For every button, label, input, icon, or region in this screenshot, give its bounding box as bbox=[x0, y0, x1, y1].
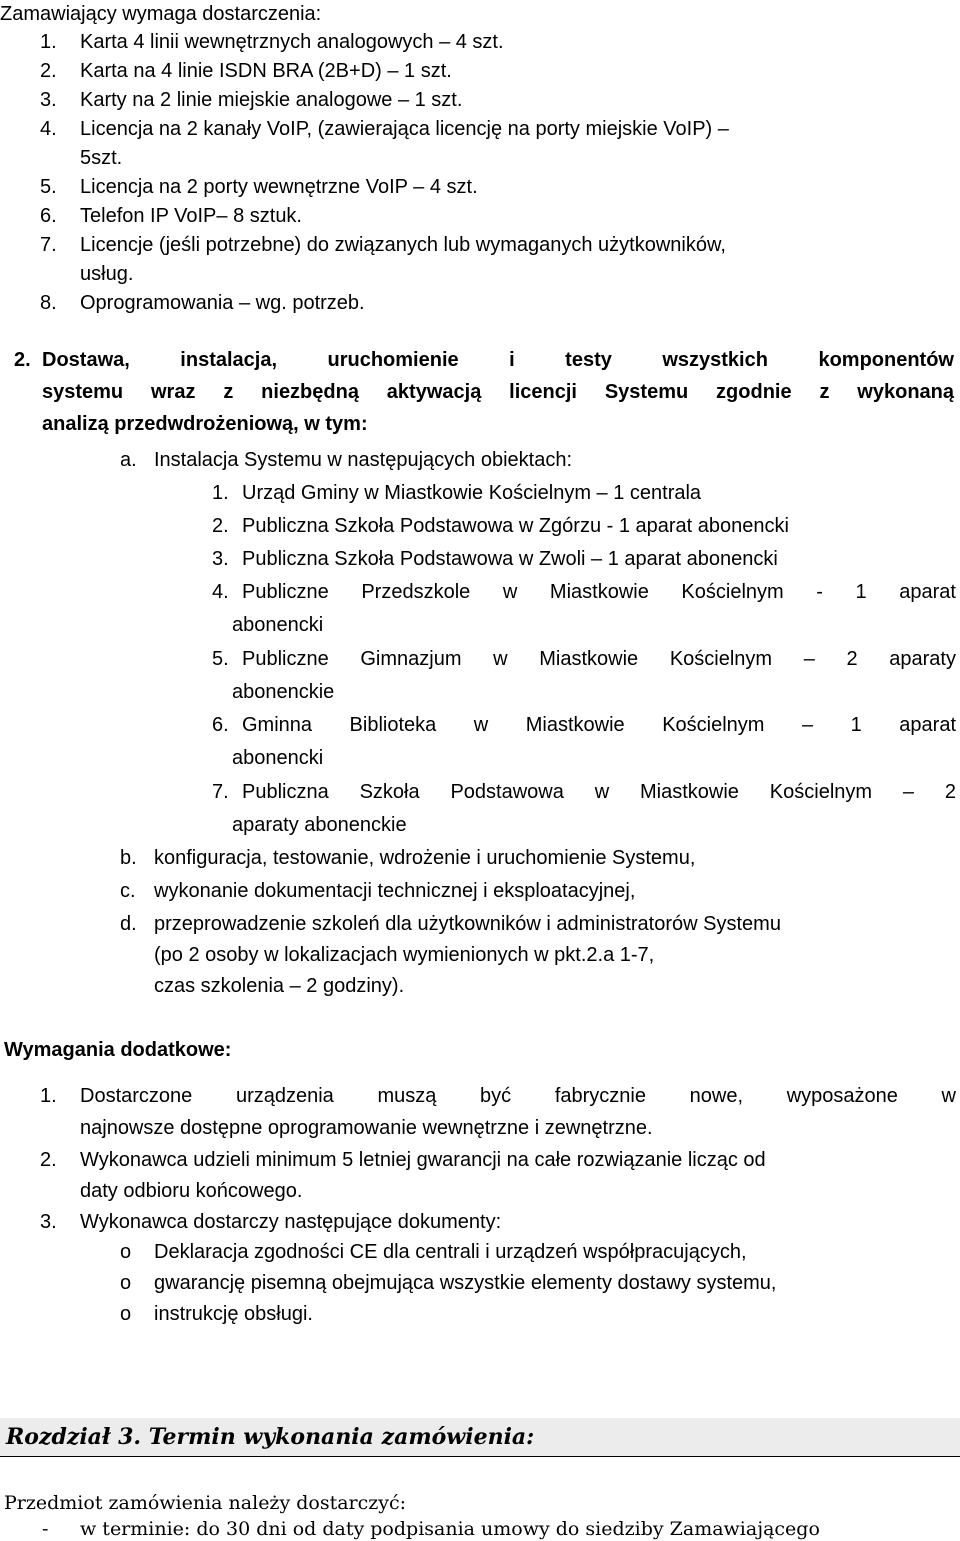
intro-item-cont: 5szt. bbox=[80, 147, 123, 169]
subitem-text: wykonanie dokumentacji technicznej i eksploatacyjnej, bbox=[154, 880, 636, 902]
intro-item-text: Karty na 2 linie miejskie analogowe – 1 szt. bbox=[80, 89, 463, 111]
additional-item-text: Dostarczone urządzenia muszą być fabrycznie nowe, wyposażone w bbox=[80, 1085, 956, 1107]
chapter-item-text: w terminie: do 30 dni od daty podpisania umowy do siedziby Zamawiającego bbox=[80, 1518, 820, 1540]
document-text: instrukcję obsługi. bbox=[154, 1303, 313, 1325]
subitem-cont: czas szkolenia – 2 godziny). bbox=[154, 975, 405, 997]
site-num: 3. bbox=[212, 548, 229, 570]
subitem-letter: b. bbox=[120, 847, 137, 869]
site-text: Publiczna Szkoła Podstawowa w Zgórzu - 1 aparat abonencki bbox=[242, 515, 789, 537]
chapter-heading bbox=[6, 1426, 534, 1448]
section-number: 2. bbox=[14, 349, 31, 371]
site-num: 2. bbox=[212, 515, 229, 537]
intro-item-text: Oprogramowania – wg. potrzeb. bbox=[80, 292, 365, 314]
additional-item-num: 3. bbox=[40, 1211, 57, 1233]
intro-item-num: 6. bbox=[40, 205, 57, 227]
additional-item-text: Wykonawca dostarczy następujące dokumenty: bbox=[80, 1211, 502, 1233]
chapter-item-dash: - bbox=[42, 1518, 49, 1540]
chapter-label: Rozdział 3. bbox=[6, 1424, 142, 1450]
site-num: 1. bbox=[212, 482, 229, 504]
intro-item-num: 2. bbox=[40, 60, 57, 82]
subitem-letter: a. bbox=[120, 449, 137, 471]
subitem-letter: d. bbox=[120, 913, 137, 935]
intro-item-cont: usług. bbox=[80, 263, 134, 285]
intro-item-text: Karta na 4 linie ISDN BRA (2B+D) – 1 szt. bbox=[80, 60, 452, 82]
site-num: 7. bbox=[212, 781, 229, 803]
additional-item-num: 1. bbox=[40, 1085, 57, 1107]
document-bullet: o bbox=[120, 1241, 132, 1263]
subitem-cont: (po 2 osoby w lokalizacjach wymienionych w pkt.2.a 1-7, bbox=[154, 944, 655, 966]
site-text: Publiczna Szkoła Podstawowa w Zwoli – 1 aparat abonencki bbox=[242, 548, 778, 570]
subitem-text: Instalacja Systemu w następujących obiektach: bbox=[154, 449, 572, 471]
document-text: gwarancję pisemną obejmująca wszystkie elementy dostawy systemu, bbox=[154, 1272, 777, 1294]
intro-item-text: Licencja na 2 kanały VoIP, (zawierająca licencję na porty miejskie VoIP) – bbox=[80, 118, 729, 140]
site-cont: aparaty abonenckie bbox=[232, 814, 407, 836]
site-text: Publiczne Gimnazjum w Miastkowie Kościelnym – 2 aparaty bbox=[242, 648, 956, 670]
intro-item-text: Telefon IP VoIP– 8 sztuk. bbox=[80, 205, 302, 227]
document-bullet: o bbox=[120, 1272, 132, 1294]
site-num: 6. bbox=[212, 714, 229, 736]
site-num: 5. bbox=[212, 648, 229, 670]
intro-item-num: 3. bbox=[40, 89, 57, 111]
site-cont: abonencki bbox=[232, 747, 324, 769]
intro-heading: Zamawiający wymaga dostarczenia: bbox=[0, 3, 322, 25]
intro-item-num: 8. bbox=[40, 292, 57, 314]
intro-item-text: Licencje (jeśli potrzebne) do związanych lub wymaganych użytkowników, bbox=[80, 234, 726, 256]
chapter-intro: Przedmiot zamówienia należy dostarczyć: bbox=[4, 1492, 407, 1514]
subitem-letter: c. bbox=[120, 880, 136, 902]
site-cont: abonenckie bbox=[232, 681, 335, 703]
section-heading-line: Dostawa, instalacja, uruchomienie i testy wszystkich komponentów bbox=[42, 349, 954, 371]
site-text: Urząd Gminy w Miastkowie Kościelnym – 1 centrala bbox=[242, 482, 702, 504]
additional-item-text: Wykonawca udzieli minimum 5 letniej gwarancji na całe rozwiązanie licząc od bbox=[80, 1149, 766, 1171]
site-num: 4. bbox=[212, 581, 229, 603]
site-text: Publiczna Szkoła Podstawowa w Miastkowie Kościelnym – 2 bbox=[242, 781, 956, 803]
additional-item-cont: najnowsze dostępne oprogramowanie wewnętrzne i zewnętrzne. bbox=[80, 1117, 653, 1139]
additional-heading: Wymagania dodatkowe: bbox=[4, 1039, 232, 1061]
subitem-text: konfiguracja, testowanie, wdrożenie i uruchomienie Systemu, bbox=[154, 847, 696, 869]
document-text: Deklaracja zgodności CE dla centrali i urządzeń współpracujących, bbox=[154, 1241, 747, 1263]
intro-item-num: 5. bbox=[40, 176, 57, 198]
subitem-text: przeprowadzenie szkoleń dla użytkowników i administratorów Systemu bbox=[154, 913, 781, 935]
intro-item-text: Karta 4 linii wewnętrznych analogowych – 4 szt. bbox=[80, 31, 504, 53]
intro-item-num: 7. bbox=[40, 234, 57, 256]
document-bullet: o bbox=[120, 1303, 132, 1325]
additional-item-num: 2. bbox=[40, 1149, 57, 1171]
intro-item-num: 1. bbox=[40, 31, 57, 53]
intro-item-num: 4. bbox=[40, 118, 57, 140]
additional-item-cont: daty odbioru końcowego. bbox=[80, 1180, 303, 1202]
site-text: Publiczne Przedszkole w Miastkowie Kościelnym - 1 aparat bbox=[242, 581, 956, 603]
site-cont: abonencki bbox=[232, 614, 324, 636]
site-text: Gminna Biblioteka w Miastkowie Kościelnym – 1 aparat bbox=[242, 714, 956, 736]
section-heading-line: analizą przedwdrożeniową, w tym: bbox=[42, 413, 368, 435]
intro-item-text: Licencja na 2 porty wewnętrzne VoIP – 4 szt. bbox=[80, 176, 478, 198]
chapter-title: Termin wykonania zamówienia: bbox=[148, 1424, 535, 1450]
section-heading-line: systemu wraz z niezbędną aktywacją licencji Systemu zgodnie z wykonaną bbox=[42, 381, 954, 403]
